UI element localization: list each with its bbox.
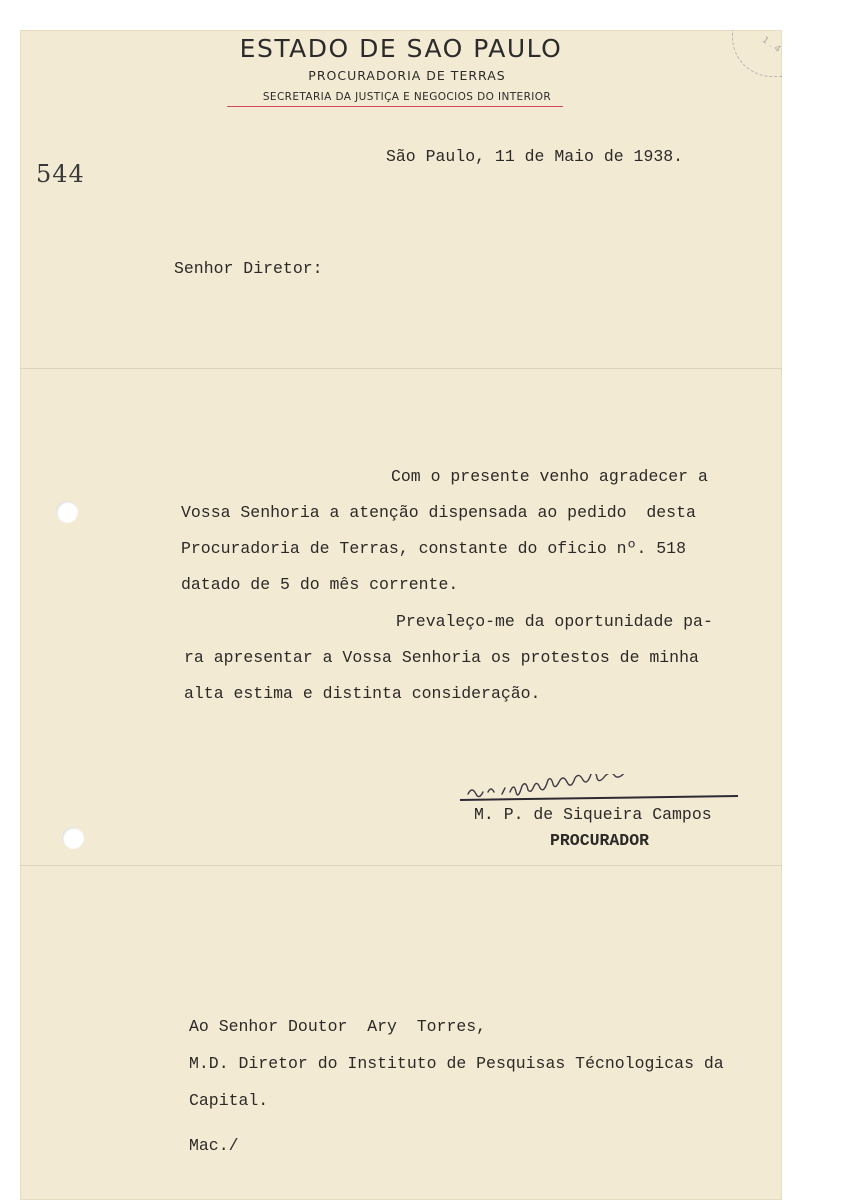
- fold-line: [20, 368, 782, 369]
- addressee-line: Ao Senhor Doutor Ary Torres,: [189, 1017, 487, 1036]
- addressee-line: Capital.: [189, 1091, 269, 1110]
- addressee-line: M.D. Diretor do Instituto de Pesquisas Técnologicas da: [189, 1054, 724, 1073]
- handwritten-signature: [458, 774, 748, 804]
- date-line: São Paulo, 11 de Maio de 1938.: [386, 147, 684, 166]
- letter-page: [20, 30, 782, 1200]
- fold-line: [20, 865, 782, 866]
- signer-title: PROCURADOR: [550, 831, 650, 850]
- body-line: ra apresentar a Vossa Senhoria os protestos de minha: [184, 648, 699, 667]
- body-line: Prevaleço-me da oportunidade pa-: [396, 612, 713, 631]
- body-line: alta estima e distinta consideração.: [184, 684, 541, 703]
- body-line: Com o presente venho agradecer a: [391, 467, 708, 486]
- body-line: datado de 5 do mês corrente.: [181, 575, 459, 594]
- document-number: 544: [36, 160, 85, 188]
- punch-hole: [56, 501, 78, 523]
- signer-name: M. P. de Siqueira Campos: [474, 805, 712, 824]
- letterhead-title: ESTADO DE SAO PAULO: [239, 34, 563, 63]
- body-line: Vossa Senhoria a atenção dispensada ao pedido desta: [181, 503, 696, 522]
- salutation: Senhor Diretor:: [174, 259, 323, 278]
- letterhead-secretaria: SECRETARIA DA JUSTIÇA E NEGOCIOS DO INTERIOR: [262, 91, 552, 103]
- postmark-stamp: 1 . 4: [732, 30, 783, 77]
- body-line: Procuradoria de Terras, constante do oficio nº. 518: [181, 539, 686, 558]
- letterhead-subtitle: PROCURADORIA DE TERRAS: [308, 68, 506, 83]
- typist-initials: Mac./: [189, 1136, 239, 1155]
- punch-hole: [62, 827, 84, 849]
- letterhead-underline: [227, 106, 563, 107]
